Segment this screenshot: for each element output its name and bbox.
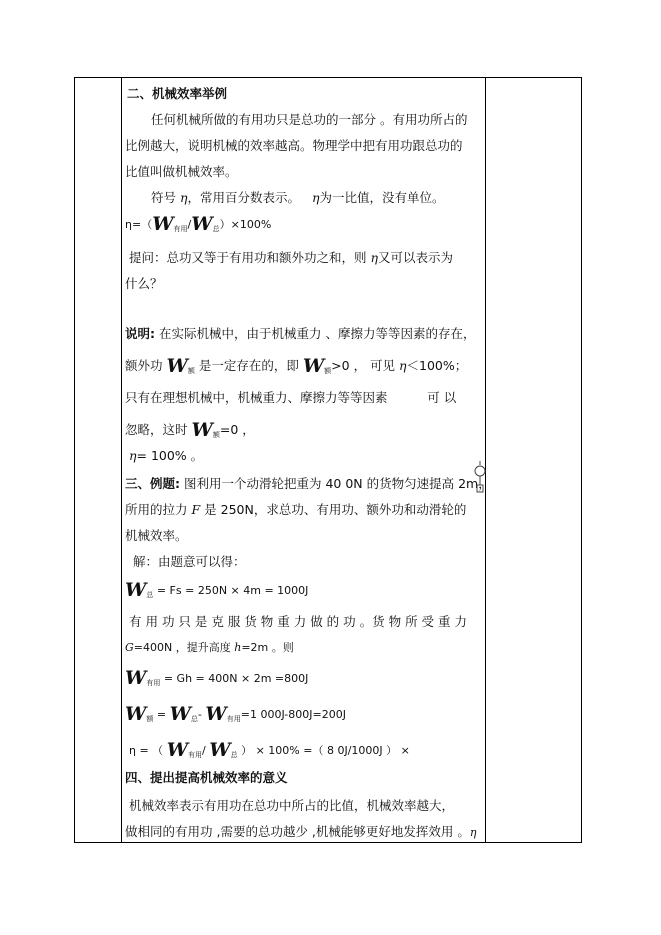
explanation-label: 说明:: [125, 326, 155, 341]
question-text: 又可以表示为: [378, 250, 454, 265]
work-symbol: W: [191, 419, 213, 441]
equation-text: =1 000J-800J=200J: [240, 708, 346, 721]
example-line: [125, 502, 466, 518]
subscript: 总: [230, 751, 238, 759]
equation-text: η = （: [129, 744, 164, 757]
eta-symbol: η: [370, 250, 378, 265]
work-symbol: W: [169, 703, 191, 725]
pulley-figure: [473, 461, 487, 497]
subscript: 额: [146, 715, 154, 723]
work-symbol: W: [125, 703, 147, 725]
symbol-text: ，常用百分数表示。: [187, 190, 301, 205]
explanation-line: [125, 419, 255, 443]
equation-extra-work: [125, 703, 346, 727]
subscript: 总: [190, 715, 198, 723]
formula-text: /: [187, 218, 192, 231]
subscript: 额: [212, 431, 220, 439]
equation-total-work: [125, 579, 309, 603]
work-symbol: W: [166, 355, 188, 377]
eta-symbol: η: [311, 190, 320, 205]
formula-text: ）×100%: [219, 218, 272, 231]
column-divider-right: [485, 78, 486, 842]
lesson-table: [74, 77, 582, 843]
subscript: 有用: [226, 715, 241, 723]
solution-line: [125, 640, 294, 656]
subscript: 有用: [188, 751, 203, 759]
paragraph-line: 任何机械所做的有用功只是总功的一部分 。有用功所占的: [151, 112, 468, 127]
section4-line: 机械效率表示有用功在总功中所占的比值，机械效率越大，: [129, 798, 455, 813]
example-text: 图利用一个动滑轮把重为 40 0N 的货物匀速提高 2m，: [180, 476, 491, 491]
work-symbol: W: [125, 667, 147, 689]
equation-useful-work: [125, 667, 309, 691]
equation-text: =: [156, 708, 167, 721]
solution-line: 解：由题意可以得：: [133, 554, 246, 569]
explanation-text: =0 ，: [219, 422, 255, 437]
explanation-text: ＜100%；: [406, 358, 468, 373]
example-text: 所用的拉力: [125, 502, 188, 517]
symbol-text: 为一比值，没有单位。: [319, 190, 445, 205]
work-symbol: W: [152, 213, 174, 235]
section3-heading: 三、例题:: [125, 476, 180, 491]
explanation-text: >0 ， 可见: [331, 358, 396, 373]
subscript: 额: [187, 367, 195, 375]
eta-symbol: η: [399, 358, 407, 373]
explanation-text: 额外功: [125, 358, 163, 373]
question-line: 什么？: [125, 276, 163, 291]
eta-symbol: η: [180, 190, 188, 205]
equation-text: -: [197, 708, 202, 721]
example-text: 是 250N，求总功、有用功、额外功和动滑轮的: [204, 502, 467, 517]
subscript: 总: [146, 591, 154, 599]
subscript: 额: [324, 367, 332, 375]
formula-text: η=（: [125, 218, 153, 231]
explanation-text: 在实际机械中，由于机械重力 、摩擦力等等因素的存在，: [155, 326, 476, 341]
explanation-line: [125, 326, 475, 342]
section4-text: 做相同的有用功 ,需要的总功越少 ,机械能够更好地发挥效用 。: [125, 824, 470, 839]
subscript: 有用: [146, 679, 161, 687]
symbol-text: 符号: [151, 190, 177, 205]
explanation-text: 可 以: [427, 390, 457, 405]
weight-symbol: G: [125, 641, 134, 654]
explanation-line: [125, 390, 456, 406]
equation-text: = Gh = 400N × 2m =800J: [163, 672, 309, 685]
force-symbol: F: [191, 502, 201, 517]
eta-symbol: η: [129, 448, 137, 463]
explanation-text: = 100% 。: [136, 448, 204, 463]
efficiency-formula: [125, 213, 272, 237]
work-symbol: W: [166, 739, 189, 761]
solution-line: 有 用 功 只 是 克 服 货 物 重 力 做 的 功 。货 物 所 受 重 力: [129, 614, 467, 629]
equation-text: = Fs = 250N × 4m = 1000J: [156, 584, 309, 597]
work-symbol: W: [209, 739, 231, 761]
height-symbol: h: [234, 641, 242, 654]
equation-text: ） × 100% =（ 8 0J/1000J ） ×: [241, 744, 410, 757]
section4-line: [125, 824, 476, 841]
subscript: 总: [212, 225, 220, 233]
work-symbol: W: [302, 355, 325, 377]
work-symbol: W: [191, 213, 213, 235]
paragraph-line: 比值叫做机械效率。: [125, 164, 238, 179]
explanation-line: [125, 355, 468, 379]
symbol-line: [151, 190, 444, 206]
explanation-text: 是一定存在的，即: [198, 358, 299, 373]
solution-text: =2m 。则: [241, 641, 294, 654]
solution-text: =400N ，提升高度: [133, 641, 231, 654]
equation-text: /: [202, 744, 206, 757]
column-divider-left: [121, 78, 122, 842]
explanation-text: 忽略，这时: [125, 422, 188, 437]
work-symbol: W: [125, 579, 147, 601]
question-text: 提问：总功又等于有用功和额外功之和，则: [129, 250, 367, 265]
example-line: [125, 476, 491, 492]
eta-symbol: η: [469, 826, 477, 839]
work-symbol: W: [205, 703, 227, 725]
explanation-line: [129, 448, 203, 464]
subscript: 有用: [173, 225, 188, 233]
explanation-text: 只有在理想机械中，机械重力、摩擦力等等因素: [125, 390, 388, 405]
section4-heading: 四、提出提高机械效率的意义: [125, 770, 288, 785]
question-line: [129, 250, 453, 266]
paragraph-line: 比例越大，说明机械的效率越高。物理学中把有用功跟总功的: [125, 138, 463, 153]
section2-heading: 二、机械效率举例: [127, 86, 228, 101]
equation-efficiency: [129, 739, 410, 763]
example-line: 机械效率。: [125, 528, 188, 543]
